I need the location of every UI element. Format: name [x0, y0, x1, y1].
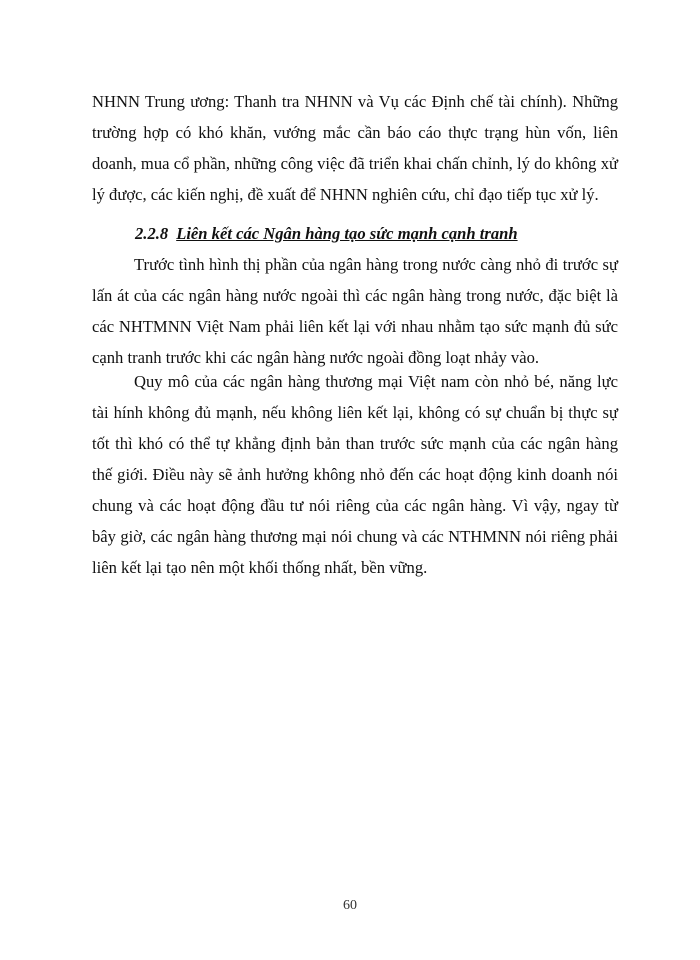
section-title: Liên kết các Ngân hàng tạo sức mạnh cạnh tranh: [176, 224, 518, 243]
paragraph: Trước tình hình thị phần của ngân hàng trong nước càng nhỏ đi trước sự lấn át của các ngân hàng nước ngoài thì các ngân hàng trong nước, đặc biệt là các NHTMNN Việt Nam phải liên kết lại với nhau nhằm tạo sức mạnh đủ sức cạnh tranh trước khi các ngân hàng nước ngoài đồng loạt nhảy vào.: [92, 255, 618, 367]
paragraph: Quy mô của các ngân hàng thương mại Việt nam còn nhỏ bé, năng lực tài hính không đủ mạnh, nếu không liên kết lại, không có sự chuẩn bị thực sự tốt thì khó có thể tự khẳng định bản than trước sức mạnh của các ngân hàng thế giới. Điều này sẽ ảnh hưởng không nhỏ đến các hoạt động kinh doanh nói chung và các hoạt động đầu tư nói riêng của các ngân hàng. Vì vậy, ngay từ bây giờ, các ngân hàng thương mại nói chung và các NTHMNN nói riêng phải liên kết lại tạo nên một khối thống nhất, bền vững.: [92, 372, 618, 577]
page-number: 60: [343, 898, 357, 913]
section-paragraph-2: [92, 366, 618, 583]
section-number: 2.2.8: [135, 224, 169, 243]
paragraph: NHNN Trung ương: Thanh tra NHNN và Vụ các Định chế tài chính). Những trường hợp có khó khăn, vướng mắc cần báo cáo thực trạng hùn vốn, liên doanh, mua cổ phần, những công việc đã triển khai chấn chỉnh, lý do không xử lý được, các kiến nghị, đề xuất để NHNN nghiên cứu, chỉ đạo tiếp tục xử lý.: [92, 92, 618, 204]
paragraph-continuation: [92, 86, 618, 210]
section-paragraph-1: [92, 249, 618, 373]
section-heading: [135, 218, 518, 249]
